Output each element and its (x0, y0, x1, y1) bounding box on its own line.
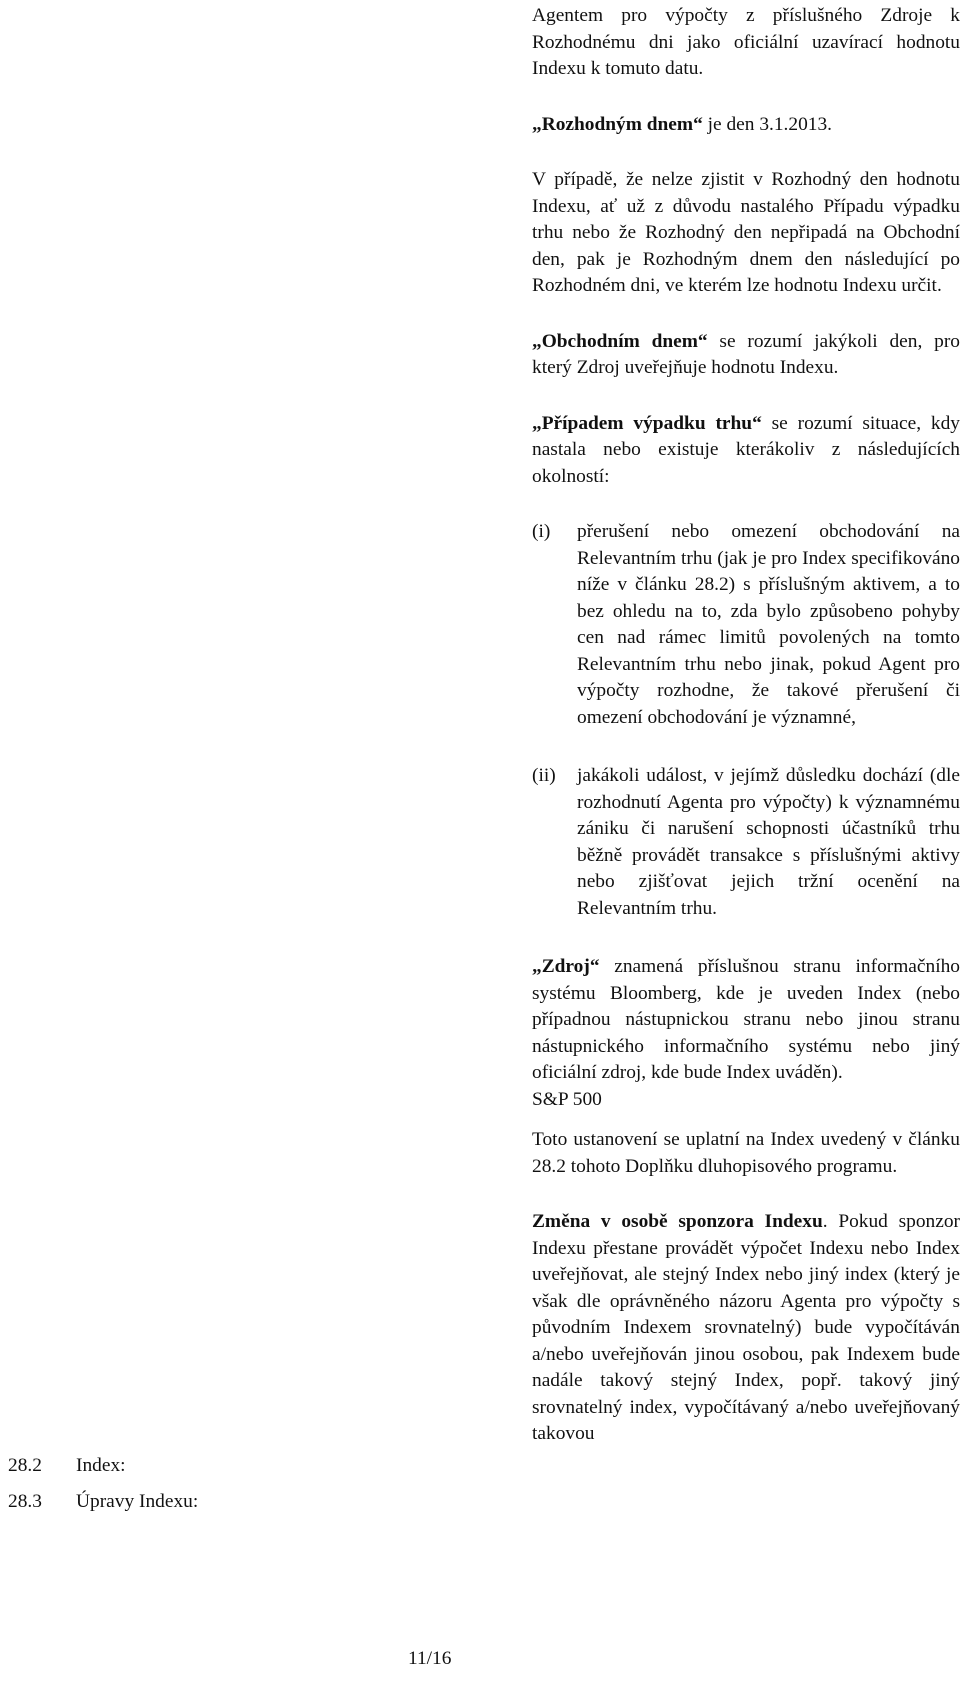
section-number: 28.3 (8, 1491, 42, 1512)
paragraph-adjustments-intro: Toto ustanovení se uplatní na Index uvedený v článku 28.2 tohoto Doplňku dluhopisového programu. (532, 1129, 960, 1177)
paragraph-business-day: „Obchodním dnem“ se rozumí jakýkoli den, pro který Zdroj uveřejňuje hodnotu Indexu. (532, 330, 960, 378)
list-marker: (ii) (532, 765, 556, 786)
paragraph-decision-day: „Rozhodným dnem“ je den 3.1.2013. (532, 113, 833, 135)
index-value: S&P 500 (532, 1088, 602, 1110)
section-28-2-label (8, 1453, 126, 1480)
section-28-3-label (8, 1489, 198, 1516)
list-item-text: jakákoli událost, v jejímž důsledku dochází (dle rozhodnutí Agenta pro výpočty) k významnému zániku či narušení schopnosti účastníků trhu běžně provádět transakce s příslušnými aktivy nebo zjišťovat jejich tržní ocenění na Relevantním trhu. (577, 765, 960, 919)
defined-term: Změna v osobě sponzora Indexu (532, 1211, 823, 1232)
paragraph-sponsor-change: Změna v osobě sponzora Indexu. Pokud sponzor Indexu přestane provádět výpočet Indexu nebo Index uveřejňovat, ale stejný Index nebo jiný index (který je však dle oprávněného názoru Agenta pro výpočty s původním Indexem srovnatelný) bude vypočítáván a/nebo uveřejňován jinou osobou, pak Indexem bude nadále takový stejný Index, popř. takový jiný srovnatelný index, vypočítávaný a/nebo uveřejňovaný takovou (532, 1211, 960, 1444)
list-marker: (i) (532, 521, 551, 542)
paragraph-market-disruption: „Případem výpadku trhu“ se rozumí situace, kdy nastala nebo existuje kterákoliv z následujících okolností: (532, 412, 960, 487)
page-number: 11/16 (408, 1648, 452, 1669)
list-item (532, 763, 960, 922)
document-body (532, 3, 960, 1448)
defined-term: „Případem výpadku trhu“ (532, 412, 762, 434)
section-title: Index: (76, 1455, 126, 1476)
paragraph-source: „Zdroj“ znamená příslušnou stranu informačního systému Bloomberg, kde je uveden Index (nebo případnou nástupnickou stranu nebo jinou stranu nástupnického informačního systému nebo jiný oficiální zdroj, kde bude Index uváděn). (532, 956, 960, 1083)
defined-term: „Rozhodným dnem“ (532, 113, 703, 135)
list-item-text: přerušení nebo omezení obchodování na Relevantním trhu (jak je pro Index specifikováno níže v článku 28.2) s příslušným aktivem, a to bez ohledu na to, zda bylo způsobeno pohyby cen nad rámec limitů povolených na tomto Relevantním trhu nebo jinak, pokud Agent pro výpočty rozhodne, že takové přerušení či omezení obchodování je významné, (577, 521, 960, 728)
defined-term: „Obchodním dnem“ (532, 330, 708, 352)
section-title: Úpravy Indexu: (76, 1491, 199, 1512)
paragraph-agent: Agentem pro výpočty z příslušného Zdroje k Rozhodnému dni jako oficiální uzavírací hodnotu Indexu k tomuto datu. (532, 5, 960, 79)
defined-term: „Zdroj“ (532, 956, 600, 977)
list-item (532, 519, 960, 731)
paragraph-if-not-determined: V případě, že nelze zjistit v Rozhodný den hodnotu Indexu, ať už z důvodu nastalého Případu výpadku trhu nebo že Rozhodný den nepřipadá na Obchodní den, pak je Rozhodným dnem den následující po Rozhodném dni, ve kterém lze hodnotu Indexu určit. (532, 169, 960, 296)
section-number: 28.2 (8, 1455, 42, 1476)
